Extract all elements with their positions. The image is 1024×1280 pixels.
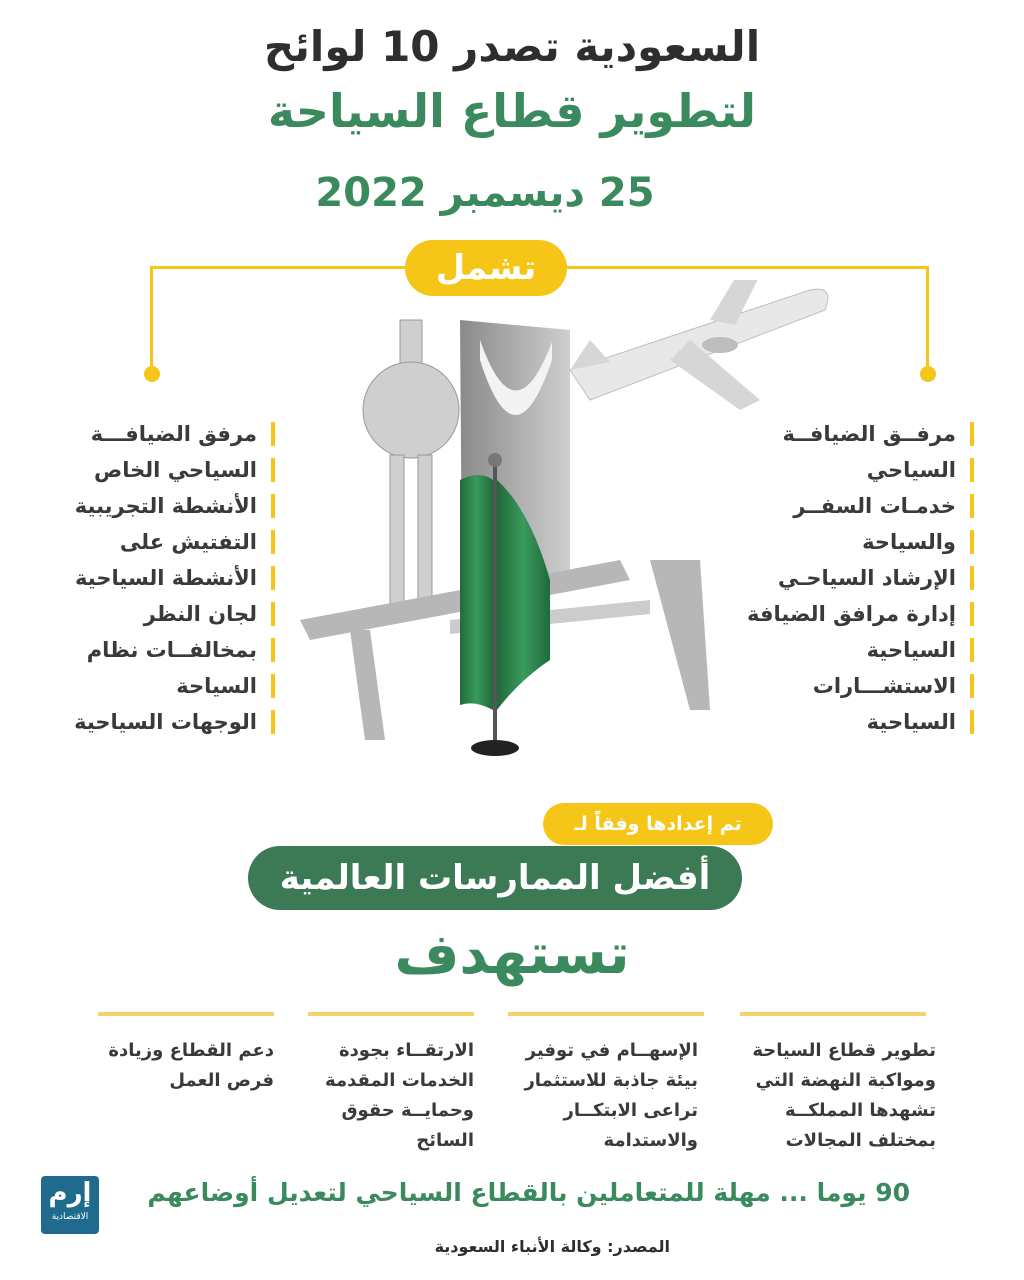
aim-divider — [308, 1012, 474, 1016]
list-item: مرفــق الضيافــة — [700, 416, 974, 452]
left-items-list — [20, 416, 275, 740]
title-line-1: السعودية تصدر 10 لوائح — [263, 22, 761, 71]
list-item: خدمـات السفــر — [700, 488, 974, 524]
water-tower-icon — [363, 320, 459, 615]
list-item: الاستشـــارات — [700, 668, 974, 704]
bracket-drop-right — [926, 266, 929, 370]
source-credit: المصدر: وكالة الأنباء السعودية — [434, 1237, 670, 1256]
aim-item: الإسهــام في توفير بيئة جاذبة للاستثمار تراعى الابتكــار والاستدامة — [524, 1040, 698, 1151]
list-item: التفتيش على — [20, 524, 275, 560]
includes-pill: تشمل — [405, 240, 567, 296]
list-item: إدارة مرافق الضيافة — [700, 596, 974, 632]
aim-divider — [740, 1012, 926, 1016]
title-line-2: لتطوير قطاع السياحة — [267, 84, 757, 138]
bracket-dot-left — [144, 366, 160, 382]
list-item: السياحية — [700, 704, 974, 740]
right-items-list — [700, 416, 974, 740]
bracket-drop-left — [150, 266, 153, 370]
bracket-line-right — [566, 266, 928, 269]
date: 25 ديسمبر 2022 — [315, 170, 655, 216]
logo-sub: الاقتصادية — [51, 1212, 89, 1222]
list-item: الوجهات السياحية — [20, 704, 275, 740]
aim-divider — [98, 1012, 274, 1016]
list-item: السياحي الخاص — [20, 452, 275, 488]
airplane-icon — [570, 280, 828, 410]
list-item: الإرشاد السياحـي — [700, 560, 974, 596]
aim-divider — [508, 1012, 704, 1016]
list-item: السياحية — [700, 632, 974, 668]
list-item: السياحي — [700, 452, 974, 488]
aim-item: دعم القطاع وزيادة فرص العمل — [108, 1040, 274, 1091]
bracket-dot-right — [920, 366, 936, 382]
aim-item: تطوير قطاع السياحة ومواكبة النهضة التي تشهدها المملكــة بمختلف المجالات — [752, 1040, 936, 1151]
list-item: والسياحة — [700, 524, 974, 560]
list-item: الأنشطة التجريبية — [20, 488, 275, 524]
prepared-label: تم إعدادها وفقاً لـ — [543, 803, 773, 845]
aim-item: الارتقــاء بجودة الخدمات المقدمة وحمايــة حقوق السائح — [325, 1040, 474, 1151]
list-item: لجان النظر — [20, 596, 275, 632]
list-item: مرفق الضيافـــة — [20, 416, 275, 452]
bracket-line-left — [150, 266, 408, 269]
publisher-logo — [41, 1176, 99, 1234]
deadline-note: 90 يوما ... مهلة للمتعاملين بالقطاع السياحي لتعديل أوضاعهم — [147, 1178, 910, 1207]
list-item: الأنشطة السياحية — [20, 560, 275, 596]
logo-main: إرم — [48, 1178, 92, 1208]
aims-title: تستهدف — [394, 922, 630, 987]
best-practices-pill: أفضل الممارسات العالمية — [248, 846, 742, 910]
list-item: بمخالفــات نظام — [20, 632, 275, 668]
list-item: السياحة — [20, 668, 275, 704]
